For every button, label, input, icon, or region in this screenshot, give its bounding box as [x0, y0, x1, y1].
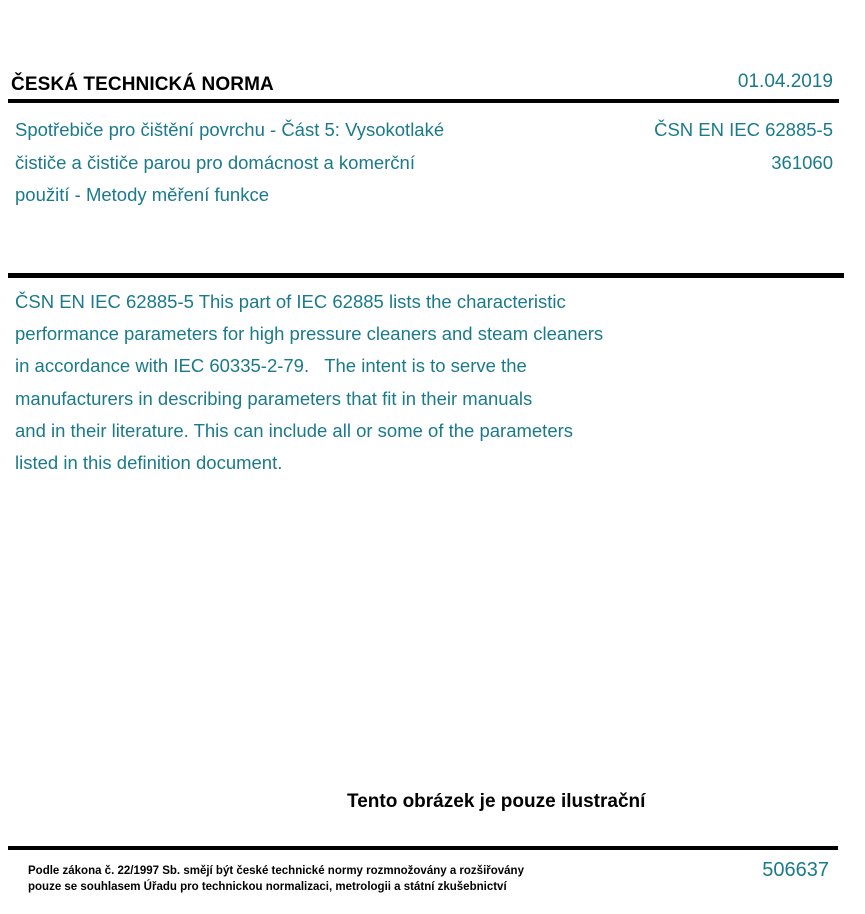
publication-date: 01.04.2019: [737, 71, 833, 92]
footer-divider: [8, 846, 838, 850]
abstract-line: ČSN EN IEC 62885-5 This part of IEC 62885 lists the characteristic: [15, 291, 566, 312]
illustration-notice: Tento obrázek je pouze ilustrační: [347, 791, 646, 812]
standard-code: ČSN EN IEC 62885-5: [654, 119, 833, 140]
standard-codes: [654, 114, 833, 179]
title-line: čističe a čističe parou pro domácnost a komerční: [15, 151, 415, 173]
title-line: použití - Metody měření funkce: [15, 184, 269, 205]
abstract-line: and in their literature. This can include all or some of the parameters: [15, 419, 574, 441]
section-divider: [8, 273, 844, 278]
abstract-line: in accordance with IEC 60335-2-79. The intent is to serve the: [15, 355, 527, 377]
header-divider: [8, 99, 839, 103]
abstract-text: [15, 286, 735, 479]
class-number: 361060: [771, 151, 833, 173]
norm-label: ČESKÁ TECHNICKÁ NORMA: [11, 74, 274, 95]
legal-line: Podle zákona č. 22/1997 Sb. smějí být české technické normy rozmnožovány a rozšiřovány: [28, 865, 524, 877]
standard-title: [15, 114, 575, 212]
abstract-line: performance parameters for high pressure cleaners and steam cleaners: [15, 323, 604, 345]
legal-line: pouze se souhlasem Úřadu pro technickou normalizaci, metrologii a státní zkušebnictví: [28, 881, 507, 893]
abstract-line: listed in this definition document.: [15, 452, 283, 474]
abstract-line: manufacturers in describing parameters that fit in their manuals: [15, 387, 533, 409]
title-line: Spotřebiče pro čištění povrchu - Část 5: Vysokotlaké: [15, 119, 445, 140]
legal-notice: [28, 863, 524, 895]
document-number: 506637: [762, 859, 829, 881]
